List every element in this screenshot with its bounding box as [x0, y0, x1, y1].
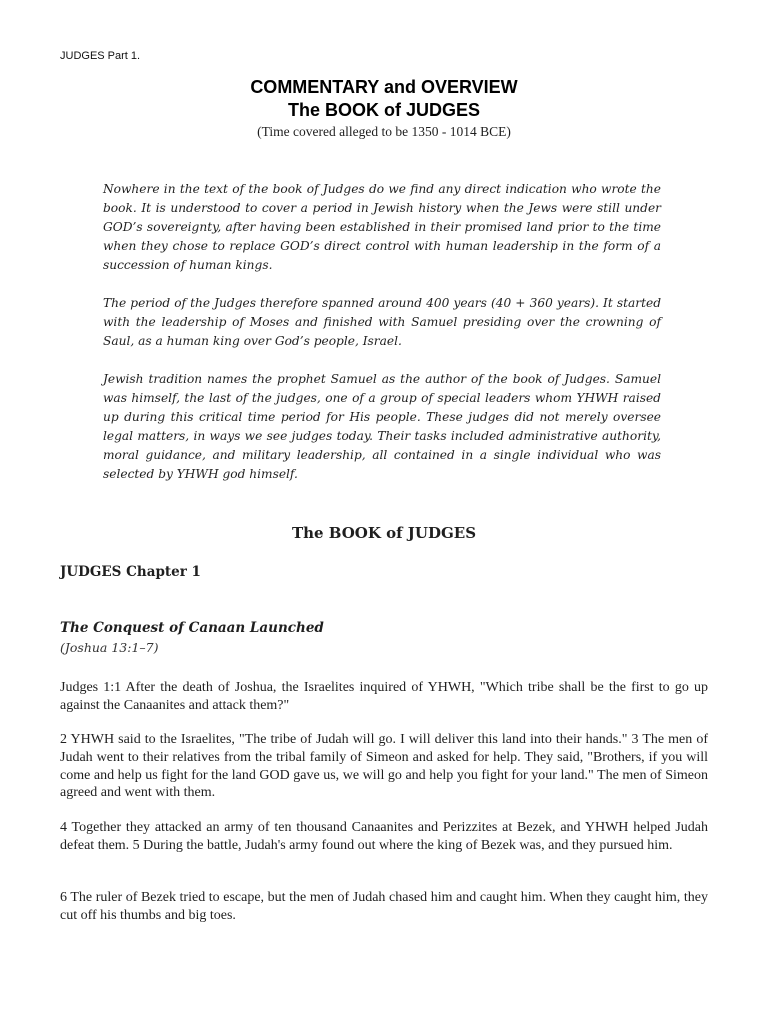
section-heading: The BOOK of JUDGES	[291, 524, 477, 542]
verse-paragraph: Judges 1:1 After the death of Joshua, the Israelites inquired of YHWH, "Which tribe shall be the first to go up against the Canaanites and attack them?"	[60, 680, 708, 713]
verse-paragraph: 6 The ruler of Bezek tried to escape, but the men of Judah chased him and caught him. When they caught him, they cut off his thumbs and big toes.	[60, 890, 708, 923]
verse-paragraph: 4 Together they attacked an army of ten thousand Canaanites and Perizzites at Bezek, and YHWH helped Judah defeat them. 5 During the battle, Judah's army found out where the king of Bezek was, and they pursued him.	[60, 820, 708, 853]
intro-text: The period of the Judges therefore spanned around 400 years (40 + 360 years). It started with the leadership of Moses and finished with Samuel presiding over the crowning of Saul, as a human king over God’s people, Israel.	[103, 296, 661, 348]
intro-paragraph-3	[103, 370, 661, 484]
running-header: JUDGES Part 1.	[60, 50, 141, 62]
verse-paragraph: 2 YHWH said to the Israelites, "The tribe of Judah will go. I will deliver this land into their hands." 3 The men of Judah went to their relatives from the tribal family of Simeon and asked for help. They said, "Brothers, if you will come and help us fight for the land GOD gave us, we will go and help you fight for your land." The men of Simeon agreed and went with them.	[60, 732, 708, 801]
chapter-heading: JUDGES Chapter 1	[60, 564, 201, 580]
pericope-title: The Conquest of Canaan Launched	[60, 620, 324, 636]
intro-text: Nowhere in the text of the book of Judges do we find any direct indication who wrote the book. It is understood to cover a period in Jewish history when the Jews were still under GOD’s sovereignty, after having been established in their promised land prior to the time when they chose to replace GOD’s direct control with human leadership in the form of a succession of human kings.	[103, 182, 661, 272]
page-title-line-2: The BOOK of JUDGES	[287, 100, 480, 120]
intro-text: Jewish tradition names the prophet Samuel as the author of the book of Judges. Samuel was himself, the last of the judges, one of a group of special leaders whom YHWH raised up during this critical time period for His people. These judges did not merely oversee legal matters, in ways we see judges today. Their tasks included administrative authority, moral guidance, and military leadership, all contained in a single individual who was selected by YHWH god himself.	[103, 372, 661, 481]
page-subtitle: (Time covered alleged to be 1350 - 1014 BCE)	[257, 124, 511, 139]
pericope-reference: (Joshua 13:1–7)	[60, 640, 159, 655]
title-block	[0, 76, 768, 141]
intro-paragraph-1	[103, 180, 661, 275]
intro-paragraph-2	[103, 294, 661, 351]
page-title-line-1: COMMENTARY and OVERVIEW	[250, 77, 518, 97]
